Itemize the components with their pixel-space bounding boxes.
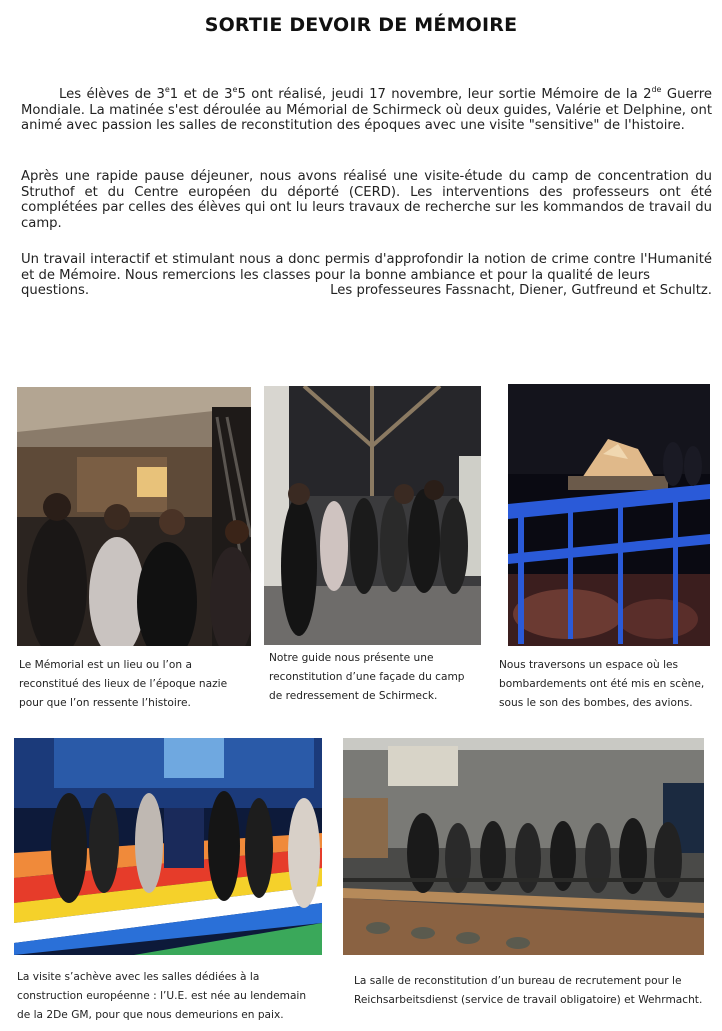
caption-memorial: Le Mémorial est un lieu ou l’on a reconstitué des lieux de l’époque nazie pour que l’on ressente l’histoire. xyxy=(19,659,228,709)
paragraph-2-text: Après une rapide pause déjeuner, nous avons réalisé une visite-étude du camp de concentration du Struthof et du Centre européen du déporté (CERD). Les interventions des professeurs ont été complétées par celles des élèves qui ont lu leurs travaux de recherche sur les kommandos de travail du camp. xyxy=(21,169,712,231)
signature: Les professeures Fassnacht, Diener, Gutfreund et Schultz. xyxy=(330,283,712,299)
p1-text-a: Les élèves de 3 xyxy=(59,87,165,102)
closing-line xyxy=(21,283,712,299)
photo-recruitment-office xyxy=(343,738,704,955)
photo-memorial xyxy=(17,387,251,646)
p1-sup-3: de xyxy=(651,85,662,94)
photo-european-room xyxy=(14,738,322,955)
p1-text-d: Guerre Mondiale. La matinée s'est déroulée au Mémorial de Schirmeck où deux guides, Valérie et Delphine, ont animé avec passion les salles de reconstitution des époques avec une visite "sensitive" de l'histoire. xyxy=(21,87,712,134)
p1-sup-2: e xyxy=(232,85,238,94)
caption-recruitment-office: La salle de reconstitution d’un bureau de recrutement pour le Reichsarbeitsdienst (service de travail obligatoire) et Wehrmacht. xyxy=(354,975,703,1006)
photo-guide-facade xyxy=(264,386,481,645)
caption-european-room: La visite s’achève avec les salles dédiées à la construction européenne : l’U.E. est née au lendemain de la 2De GM, pour que nous demeurions en paix. xyxy=(17,971,307,1021)
page-title: SORTIE DEVOIR DE MÉMOIRE xyxy=(204,14,518,36)
p1-text-b: 1 et de 3 xyxy=(169,87,233,102)
photo-bombing-scene xyxy=(508,384,710,646)
paragraph-2 xyxy=(21,169,712,231)
p1-sup-1: e xyxy=(164,85,170,94)
caption-bombing-scene: Nous traversons un espace où les bombardements ont été mis en scène, sous le son des bombes, des avions. xyxy=(499,659,705,709)
caption-guide-facade: Notre guide nous présente une reconstitution d’une façade du camp de redressement de Schirmeck. xyxy=(269,652,465,702)
paragraph-3-last-word: questions. xyxy=(21,283,90,299)
paragraph-3 xyxy=(21,252,712,299)
paragraph-3-text: Un travail interactif et stimulant nous a donc permis d'approfondir la notion de crime contre l'Humanité et de Mémoire. Nous remercions les classes pour la bonne ambiance et pour la qualité de leurs xyxy=(21,252,712,283)
paragraph-1 xyxy=(21,87,712,134)
p1-text-c: 5 ont réalisé, jeudi 17 novembre, leur sortie Mémoire de la 2 xyxy=(237,87,652,102)
